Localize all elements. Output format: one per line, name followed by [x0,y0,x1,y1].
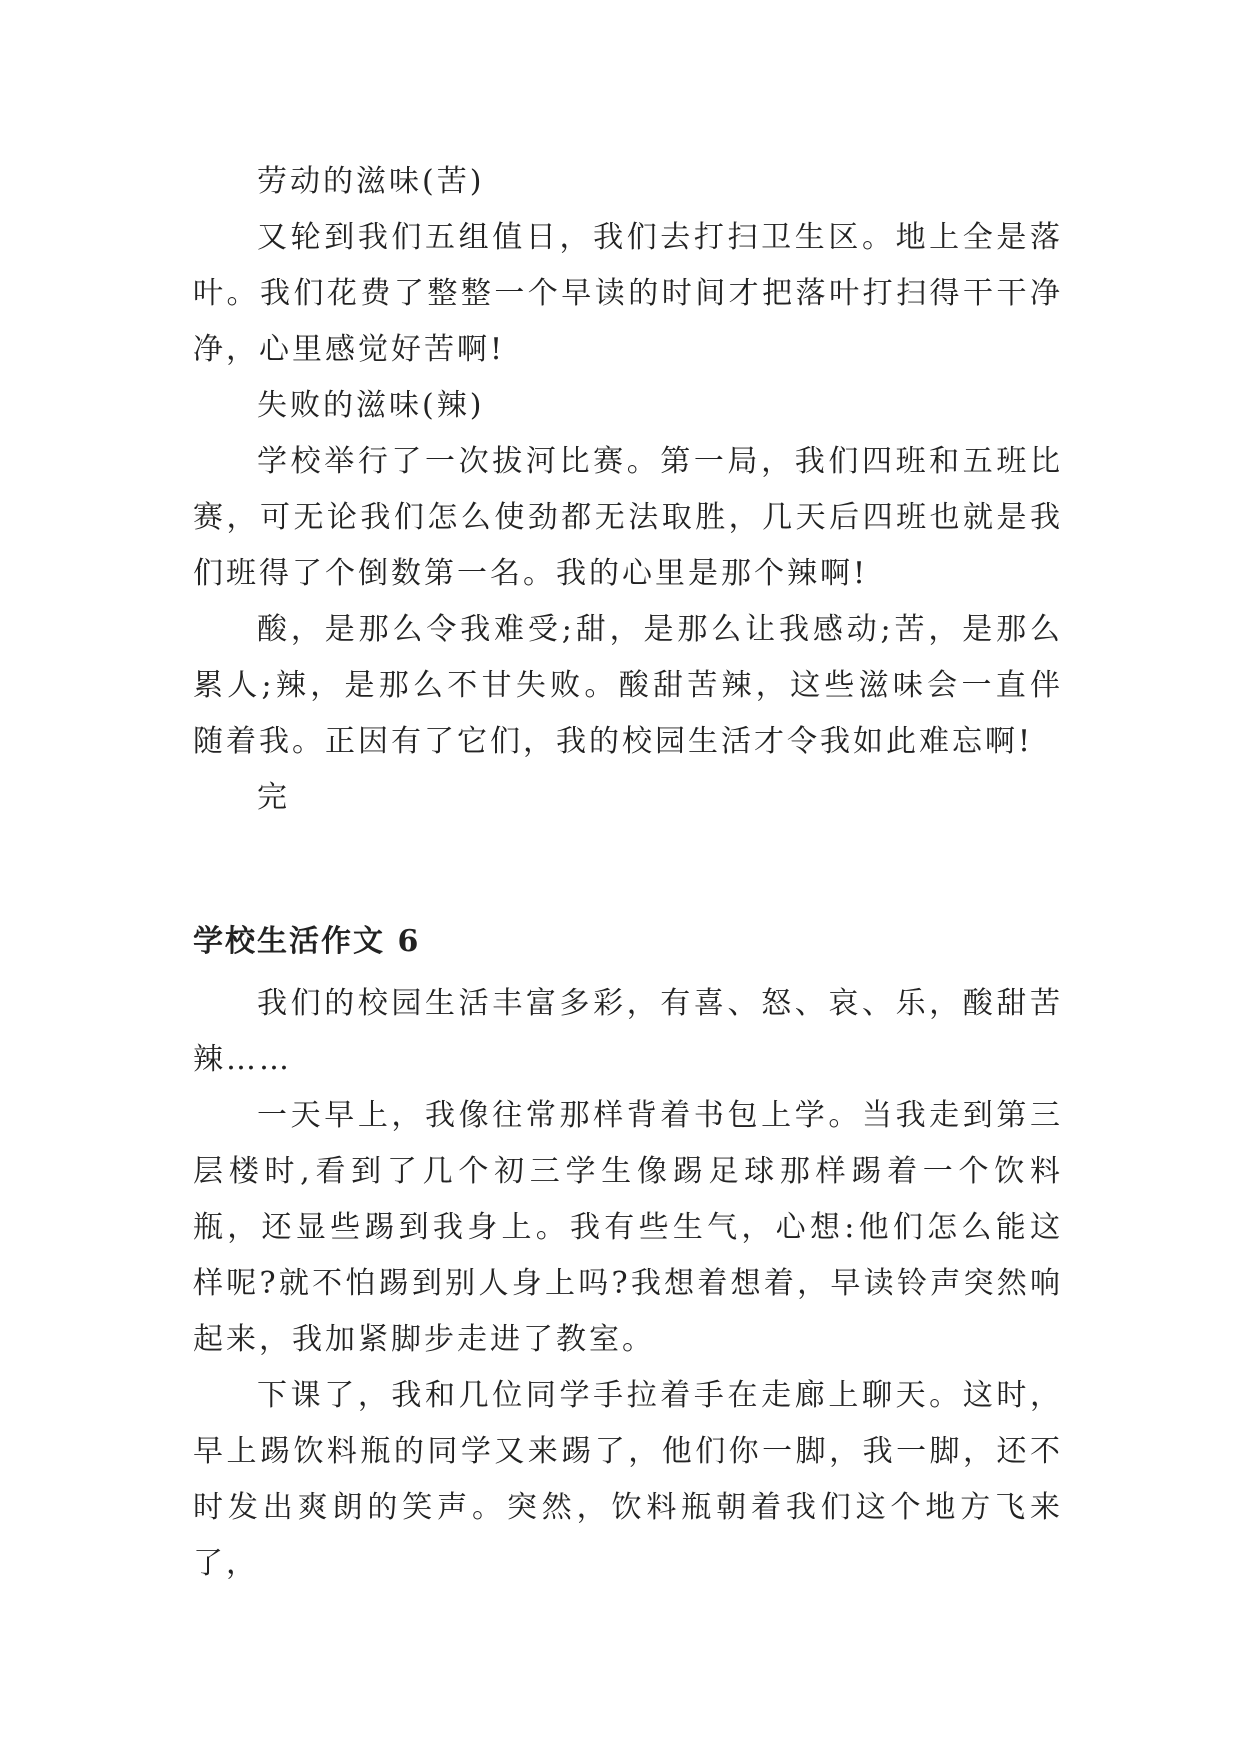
paragraph-bitter: 又轮到我们五组值日，我们去打扫卫生区。地上全是落叶。我们花费了整整一个早读的时间才把落叶打扫得干干净净，心里感觉好苦啊! [193,220,1063,367]
paragraph-spicy: 学校举行了一次拔河比赛。第一局，我们四班和五班比赛，可无论我们怎么使劲都无法取胜，几天后四班也就是我们班得了个倒数第一名。我的心里是那个辣啊! [193,444,1063,591]
paragraph-intro: 我们的校园生活丰富多彩，有喜、怒、哀、乐，酸甜苦辣…… [193,986,1063,1077]
document-page [193,154,1063,1592]
article-title: 学校生活作文 6 [193,924,421,959]
sub-heading-bitter: 劳动的滋味(苦) [257,164,485,199]
sub-heading-spicy: 失败的滋味(辣) [257,388,485,423]
end-mark: 完 [257,780,287,815]
paragraph-conclusion: 酸，是那么令我难受;甜，是那么让我感动;苦，是那么累人;辣，是那么不甘失败。酸甜苦辣，这些滋味会一直伴随着我。正因有了它们，我的校园生活才令我如此难忘啊! [193,612,1063,759]
paragraph-morning: 一天早上，我像往常那样背着书包上学。当我走到第三层楼时,看到了几个初三学生像踢足球那样踢着一个饮料瓶，还显些踢到我身上。我有些生气，心想:他们怎么能这样呢?就不怕踢到别人身上吗?我想着想着，早读铃声突然响起来，我加紧脚步走进了教室。 [193,1098,1063,1357]
paragraph-break: 下课了，我和几位同学手拉着手在走廊上聊天。这时，早上踢饮料瓶的同学又来踢了，他们你一脚，我一脚，还不时发出爽朗的笑声。突然，饮料瓶朝着我们这个地方飞来了， [193,1378,1063,1581]
